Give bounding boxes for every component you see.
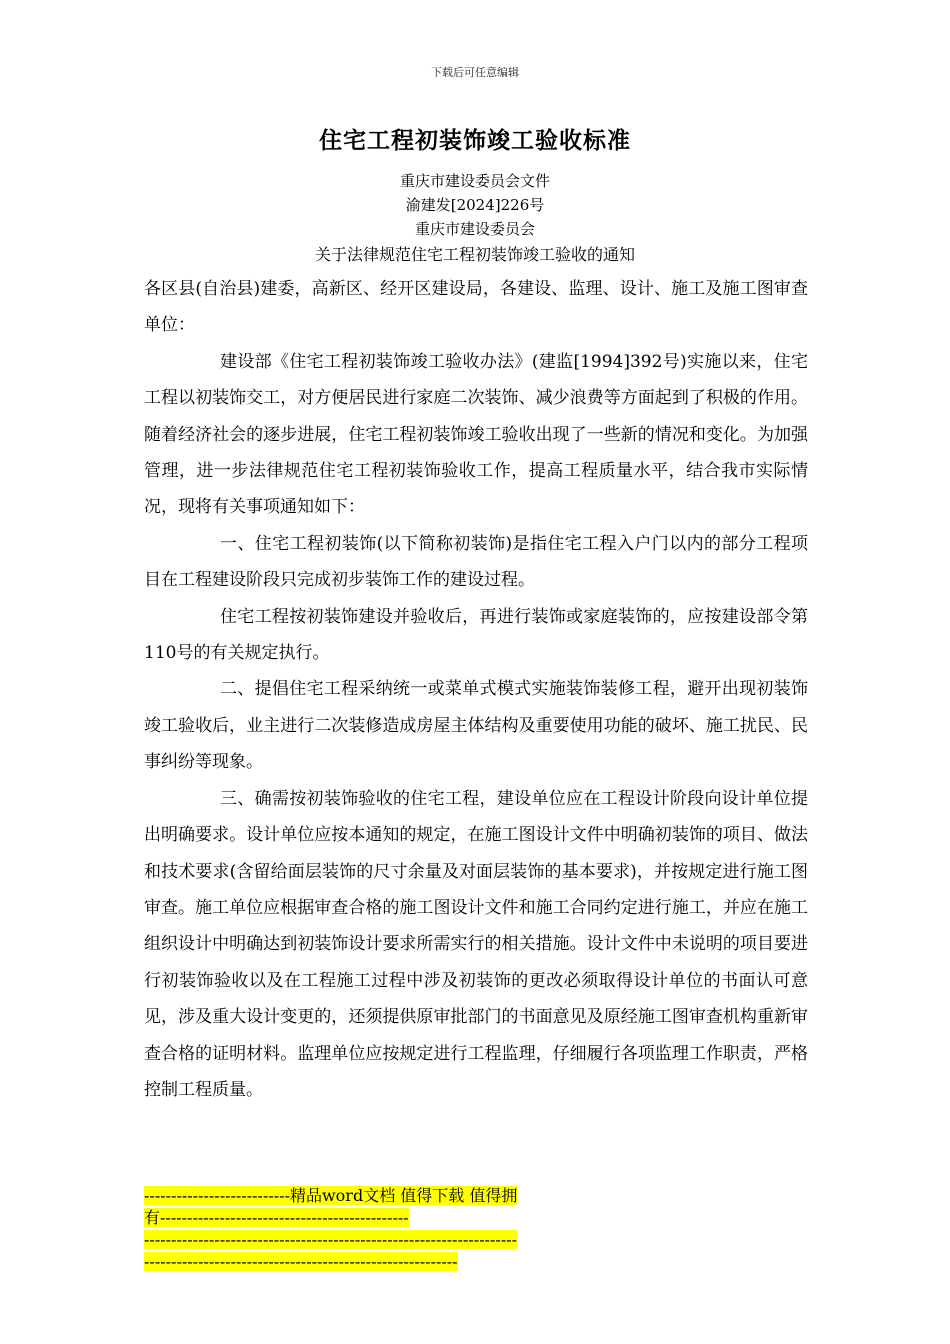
paragraph: 二、提倡住宅工程采纳统一或菜单式模式实施装饰装修工程，避开出现初装饰竣工验收后，业主进行二次装修造成房屋主体结构及重要使用功能的破坏、施工扰民、民事纠纷等现象。: [144, 679, 808, 773]
footer-banner: [144, 1185, 808, 1273]
footer-line: ---------------------------------------------------------------------: [144, 1230, 518, 1249]
addressees: 各区县(自治县)建委，高新区、经开区建设局，各建设、监理、设计、施工及施工图审查单位：: [144, 279, 808, 336]
footer-line: 有----------------------------------------------: [144, 1208, 409, 1227]
document-body: [144, 271, 808, 1108]
paragraph: 三、确需按初装饰验收的住宅工程，建设单位应在工程设计阶段向设计单位提出明确要求。设计单位应按本通知的规定，在施工图设计文件中明确初装饰的项目、做法和技术要求(含留给面层装饰的尺寸余量及对面层装饰的基本要求)，并按规定进行施工图审查。施工单位应根据审查合格的施工图设计文件和施工合同约定进行施工，并应在施工组织设计中明确达到初装饰设计要求所需实行的相关措施。设计文件中未说明的项目要进行初装饰验收以及在工程施工过程中涉及初装饰的更改必须取得设计单位的书面认可意见，涉及重大设计变更的，还须提供原审批部门的书面意见及原经施工图审查机构重新审查合格的证明材料。监理单位应按规定进行工程监理，仔细履行各项监理工作职责，严格控制工程质量。: [144, 788, 808, 1100]
footer-line: ---------------------------精品word文档 值得下载 值得拥: [144, 1186, 518, 1205]
notice-subject: 关于法律规范住宅工程初装饰竣工验收的通知: [314, 245, 635, 264]
paragraph: 一、住宅工程初装饰(以下简称初装饰)是指住宅工程入户门以内的部分工程项目在工程建设阶段只完成初步装饰工作的建设过程。: [144, 533, 808, 591]
paragraph: 住宅工程按初装饰建设并验收后，再进行装饰或家庭装饰的，应按建设部令第110号的有关规定执行。: [144, 606, 808, 664]
paragraph: 建设部《住宅工程初装饰竣工验收办法》(建监[1994]392号)实施以来，住宅工程以初装饰交工，对方便居民进行家庭二次装饰、减少浪费等方面起到了积极的作用。随着经济社会的逐步进展，住宅工程初装饰竣工验收出现了一些新的情况和变化。为加强管理，进一步法律规范住宅工程初装饰验收工作，提高工程质量水平，结合我市实际情况，现将有关事项通知如下：: [144, 351, 808, 518]
document-number: 渝建发[2024]226号: [405, 196, 545, 214]
header-note: 下载后可任意编辑: [431, 66, 519, 79]
document-title: 住宅工程初装饰竣工验收标准: [319, 127, 631, 154]
footer-line: ----------------------------------------------------------: [144, 1252, 458, 1271]
issuer-short: 重庆市建设委员会: [414, 220, 535, 238]
issuer-line: 重庆市建设委员会文件: [399, 172, 550, 190]
